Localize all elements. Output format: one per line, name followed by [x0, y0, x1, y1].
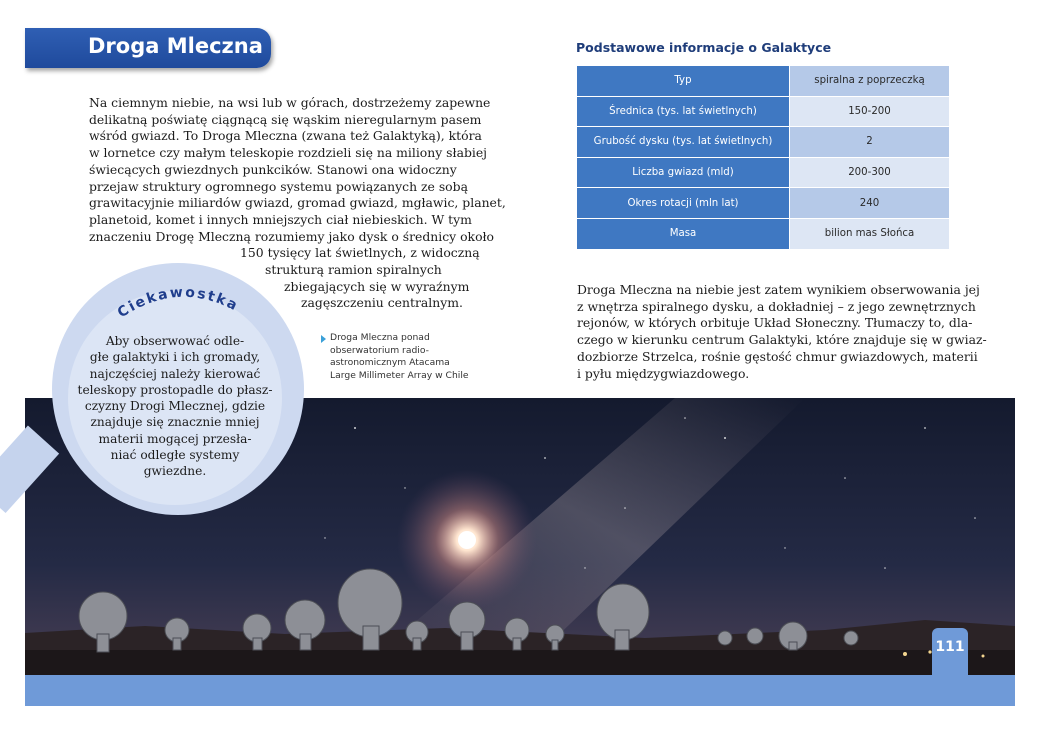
- caption-line: astronomicznym Atacama: [330, 357, 450, 369]
- page-number: 111: [935, 639, 965, 655]
- table-row: [577, 66, 950, 97]
- table-value: bilion mas Słońca: [790, 218, 950, 249]
- table-key: Okres rotacji (mln lat): [577, 188, 790, 219]
- curiosity-title: Ciekawostka: [114, 284, 242, 322]
- intro-line: zbiegających się w wyraźnym: [284, 278, 470, 294]
- table-key: Grubość dysku (tys. lat świetlnych): [577, 127, 790, 158]
- page-title: Droga Mleczna: [88, 34, 263, 58]
- curiosity-line: niać odległe systemy: [110, 448, 240, 463]
- intro-line: znaczeniu Drogę Mleczną rozumiemy jako dysk o średnicy około: [89, 228, 495, 244]
- intro-line: Na ciemnym niebie, na wsi lub w górach, dostrzeżemy zapewne: [89, 95, 491, 110]
- caption-line: obserwatorium radio-: [330, 344, 429, 356]
- table-value: 200-300: [790, 157, 950, 188]
- title-banner: [25, 28, 271, 68]
- right-line: rejonów, w których orbituje Układ Słoneczny. Tłumaczy to, dla-: [577, 315, 973, 331]
- curiosity-line: teleskopy prostopadle do płasz-: [77, 382, 273, 397]
- table-row: [577, 127, 950, 158]
- intro-line: 150 tysięcy lat świetlnych, z widoczną: [240, 245, 480, 261]
- curiosity-line: znajduje się znacznie mniej: [90, 415, 260, 430]
- table-row: [577, 188, 950, 219]
- intro-line: zagęszczeniu centralnym.: [301, 295, 463, 311]
- curiosity-text: [70, 333, 280, 480]
- intro-line: grawitacyjnie miliardów gwiazd, gromad gwiazd, mgławic, planet,: [89, 195, 506, 211]
- curiosity-line: gwiezdne.: [143, 464, 207, 479]
- table-value: 2: [790, 127, 950, 158]
- bottom-band: [25, 675, 1015, 706]
- intro-line: w lornetce czy małym teleskopie rozdzieli się na miliony słabiej: [89, 145, 488, 161]
- table-title: Podstawowe informacje o Galaktyce: [576, 40, 832, 55]
- table-key: Średnica (tys. lat świetlnych): [577, 96, 790, 127]
- curiosity-line: głe galaktyki i ich gromady,: [89, 350, 261, 365]
- table-row: [577, 218, 950, 249]
- table-row: [577, 157, 950, 188]
- caption-line: Large Millimeter Array w Chile: [330, 369, 469, 381]
- ground: [25, 650, 1015, 675]
- intro-line: wśród gwiazd. To Droga Mleczna (zwana też Galaktyką), która: [89, 128, 482, 144]
- table-row: [577, 96, 950, 127]
- table-value: 150-200: [790, 96, 950, 127]
- curiosity-line: najczęściej należy kierować: [89, 366, 261, 381]
- intro-line: planetoid, komet i innych mniejszych ciał niebieskich. W tym: [89, 211, 472, 227]
- photo-caption: [321, 332, 469, 382]
- intro-line: strukturą ramion spiralnych: [265, 262, 442, 278]
- intro-line: przejaw struktury ogromnego systemu powiązanych ze sobą: [89, 178, 468, 194]
- right-line: i pyłu międzygwiazdowego.: [577, 365, 750, 381]
- table-value: spiralna z poprzeczką: [790, 66, 950, 97]
- curiosity-line: Aby obserwować odle-: [105, 334, 245, 348]
- right-line: dozbiorze Strzelca, rośnie gęstość chmur gwiazdowych, materii: [577, 348, 978, 364]
- right-paragraph: [577, 282, 987, 382]
- table-key: Masa: [577, 218, 790, 249]
- intro-line: świecących gwiezdnych punkcików. Stanowi ona widoczny: [89, 161, 457, 177]
- table-key: Typ: [577, 66, 790, 97]
- moon: [458, 531, 476, 549]
- intro-line: delikatną poświatę ciągnącą się wąskim nieregularnym pasem: [89, 111, 482, 127]
- curiosity-line: czyzny Drogi Mlecznej, gdzie: [84, 399, 266, 414]
- right-line: czego w kierunku centrum Galaktyki, które znajduje się w gwiaz-: [577, 332, 987, 348]
- right-line: Droga Mleczna na niebie jest zatem wynikiem obserwowania jej: [577, 282, 980, 297]
- galaxy-info-table: [576, 65, 950, 250]
- caption-marker-icon: [321, 335, 326, 343]
- caption-line: Droga Mleczna ponad: [330, 332, 430, 343]
- curiosity-line: materii mogącej przesła-: [98, 431, 252, 446]
- right-line: z wnętrza spiralnego dysku, a dokładniej – z jego zewnętrznych: [577, 298, 976, 314]
- table-key: Liczba gwiazd (mld): [577, 157, 790, 188]
- table-value: 240: [790, 188, 950, 219]
